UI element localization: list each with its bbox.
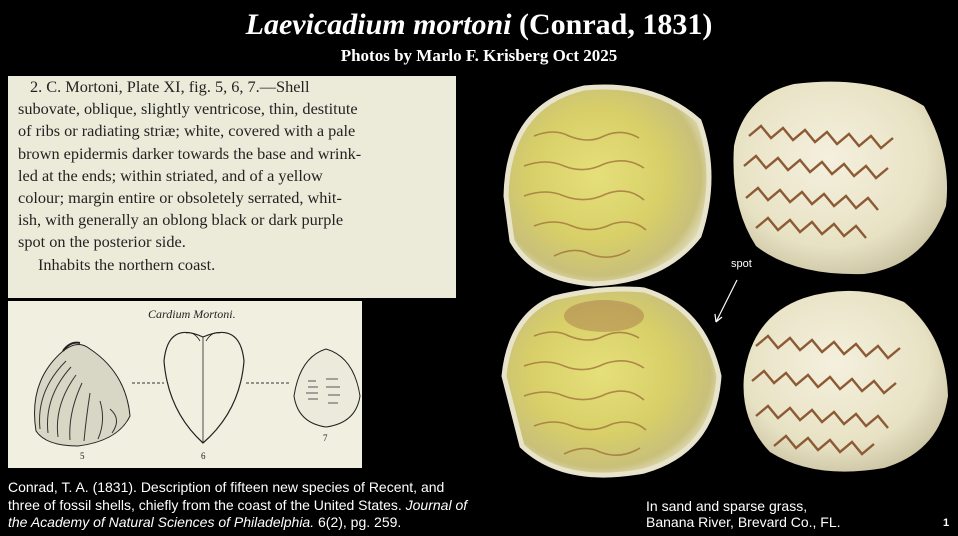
shell-interior-view — [294, 349, 360, 427]
description-line: led at the ends; within striated, and of a yellow — [18, 165, 323, 185]
original-description-scan — [8, 76, 456, 298]
citation-text: Conrad, T. A. (1831). Description of fifteen new species of Recent, and three of fossil shells, chiefly from the coast of the United States. — [8, 479, 445, 513]
valve-interior-lower — [504, 289, 719, 475]
fig-number: 6 — [201, 451, 206, 461]
citation-journal: Journal of the Academy of Natural Sciences of Philadelphia. — [8, 496, 468, 530]
description-line: ish, with generally an oblong black or dark purple — [18, 210, 344, 230]
caption-line: In sand and sparse grass, — [646, 498, 808, 514]
photo-credit: Photos by Marlo F. Krisberg Oct 2025 — [340, 46, 618, 65]
spot-arrow — [716, 280, 737, 322]
caption-line: Banana River, Brevard Co., FL. — [646, 514, 841, 530]
description-line: colour; margin entire or obsoletely serrated, whit- — [18, 188, 342, 208]
description-line: brown epidermis darker towards the base and wrink- — [18, 143, 362, 163]
plate-illustration — [8, 301, 362, 468]
valve-exterior-lower — [744, 291, 948, 472]
fig-number: 5 — [80, 451, 85, 461]
shell-photos-svg — [494, 76, 956, 500]
description-line: 2. C. Mortoni, Plate XI, fig. 5, 6, 7.—Shell — [30, 77, 310, 96]
species-author: (Conrad, 1831) — [518, 8, 713, 41]
fig-number: 7 — [323, 433, 328, 443]
description-line: subovate, oblique, slightly ventricose, thin, destitute — [18, 99, 358, 119]
species-name: Laevicadium mortoni — [245, 8, 512, 41]
shell-front-view — [164, 332, 244, 443]
valve-interior-upper — [506, 87, 709, 284]
shell-photographs — [494, 76, 956, 500]
valve-exterior-upper — [733, 82, 947, 275]
description-line: of ribs or radiating striæ; white, covered with a pale — [18, 121, 356, 141]
page-number: 1 — [943, 517, 950, 529]
shell-side-view — [35, 343, 130, 446]
citation — [8, 479, 478, 532]
habitat-caption — [646, 498, 841, 530]
page-title — [0, 8, 958, 42]
habitat-line: Inhabits the northern coast. — [38, 254, 216, 274]
plate-title: Cardium Mortoni. — [148, 307, 236, 321]
description-line: spot on the posterior side. — [18, 232, 186, 252]
citation-volume: 6(2), pg. 259. — [314, 514, 402, 530]
plate-drawings — [8, 301, 362, 468]
spot-label: spot — [731, 258, 752, 270]
